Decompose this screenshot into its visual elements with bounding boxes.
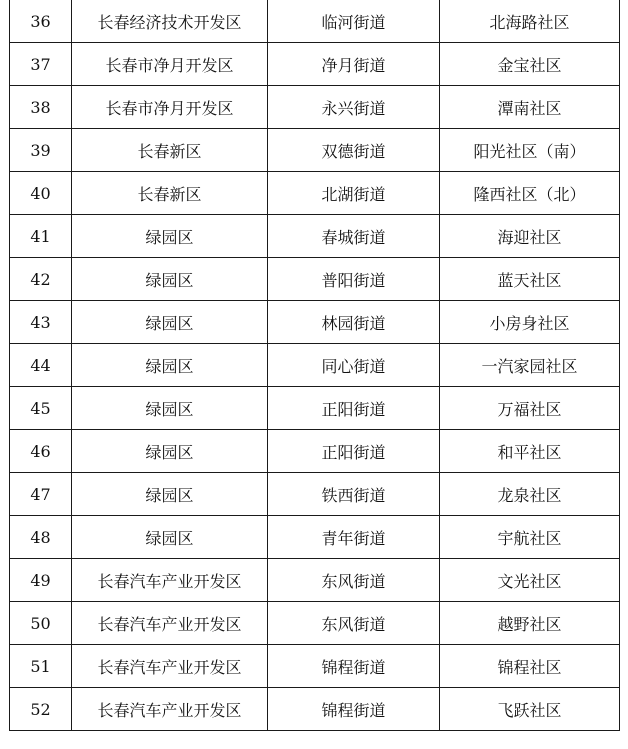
row-number: 46 <box>10 430 72 473</box>
table-row <box>10 172 620 215</box>
district-cell: 绿园区 <box>72 387 268 430</box>
district-cell: 长春汽车产业开发区 <box>72 602 268 645</box>
community-cell: 龙泉社区 <box>440 473 620 516</box>
table-row <box>10 559 620 602</box>
district-cell: 绿园区 <box>72 516 268 559</box>
table-row <box>10 344 620 387</box>
street-cell: 林园街道 <box>268 301 440 344</box>
street-cell: 铁西街道 <box>268 473 440 516</box>
street-cell: 春城街道 <box>268 215 440 258</box>
district-cell: 长春市净月开发区 <box>72 86 268 129</box>
street-cell: 临河街道 <box>268 0 440 43</box>
table-row <box>10 86 620 129</box>
district-cell: 绿园区 <box>72 301 268 344</box>
row-number: 45 <box>10 387 72 430</box>
street-cell: 锦程街道 <box>268 645 440 688</box>
row-number: 36 <box>10 0 72 43</box>
row-number: 40 <box>10 172 72 215</box>
table-row <box>10 301 620 344</box>
district-cell: 绿园区 <box>72 344 268 387</box>
street-cell: 东风街道 <box>268 602 440 645</box>
community-cell: 宇航社区 <box>440 516 620 559</box>
street-cell: 北湖街道 <box>268 172 440 215</box>
table-row <box>10 516 620 559</box>
street-cell: 普阳街道 <box>268 258 440 301</box>
community-cell: 飞跃社区 <box>440 688 620 731</box>
district-cell: 长春汽车产业开发区 <box>72 688 268 731</box>
community-cell: 金宝社区 <box>440 43 620 86</box>
community-cell: 北海路社区 <box>440 0 620 43</box>
table-body <box>10 0 620 731</box>
table-row <box>10 602 620 645</box>
community-table <box>9 0 620 731</box>
district-cell: 绿园区 <box>72 215 268 258</box>
community-cell: 锦程社区 <box>440 645 620 688</box>
row-number: 48 <box>10 516 72 559</box>
row-number: 42 <box>10 258 72 301</box>
street-cell: 双德街道 <box>268 129 440 172</box>
community-cell: 蓝天社区 <box>440 258 620 301</box>
table-row <box>10 688 620 731</box>
community-cell: 阳光社区（南） <box>440 129 620 172</box>
street-cell: 永兴街道 <box>268 86 440 129</box>
row-number: 41 <box>10 215 72 258</box>
community-cell: 万福社区 <box>440 387 620 430</box>
district-cell: 长春新区 <box>72 129 268 172</box>
table-row <box>10 43 620 86</box>
table-row <box>10 258 620 301</box>
street-cell: 同心街道 <box>268 344 440 387</box>
district-cell: 长春经济技术开发区 <box>72 0 268 43</box>
community-cell: 一汽家园社区 <box>440 344 620 387</box>
row-number: 43 <box>10 301 72 344</box>
table-row <box>10 0 620 43</box>
street-cell: 正阳街道 <box>268 430 440 473</box>
district-cell: 长春汽车产业开发区 <box>72 645 268 688</box>
row-number: 44 <box>10 344 72 387</box>
row-number: 50 <box>10 602 72 645</box>
row-number: 38 <box>10 86 72 129</box>
community-cell: 潭南社区 <box>440 86 620 129</box>
row-number: 37 <box>10 43 72 86</box>
community-cell: 文光社区 <box>440 559 620 602</box>
community-cell: 隆西社区（北） <box>440 172 620 215</box>
street-cell: 正阳街道 <box>268 387 440 430</box>
row-number: 52 <box>10 688 72 731</box>
table-row <box>10 129 620 172</box>
table-row <box>10 473 620 516</box>
community-cell: 小房身社区 <box>440 301 620 344</box>
street-cell: 锦程街道 <box>268 688 440 731</box>
district-cell: 绿园区 <box>72 258 268 301</box>
row-number: 39 <box>10 129 72 172</box>
row-number: 47 <box>10 473 72 516</box>
row-number: 51 <box>10 645 72 688</box>
district-cell: 绿园区 <box>72 430 268 473</box>
district-cell: 长春汽车产业开发区 <box>72 559 268 602</box>
district-cell: 绿园区 <box>72 473 268 516</box>
table-row <box>10 430 620 473</box>
community-cell: 越野社区 <box>440 602 620 645</box>
row-number: 49 <box>10 559 72 602</box>
district-cell: 长春新区 <box>72 172 268 215</box>
street-cell: 青年街道 <box>268 516 440 559</box>
community-cell: 海迎社区 <box>440 215 620 258</box>
table-row <box>10 387 620 430</box>
table-row <box>10 645 620 688</box>
community-cell: 和平社区 <box>440 430 620 473</box>
district-cell: 长春市净月开发区 <box>72 43 268 86</box>
table-row <box>10 215 620 258</box>
street-cell: 东风街道 <box>268 559 440 602</box>
street-cell: 净月街道 <box>268 43 440 86</box>
